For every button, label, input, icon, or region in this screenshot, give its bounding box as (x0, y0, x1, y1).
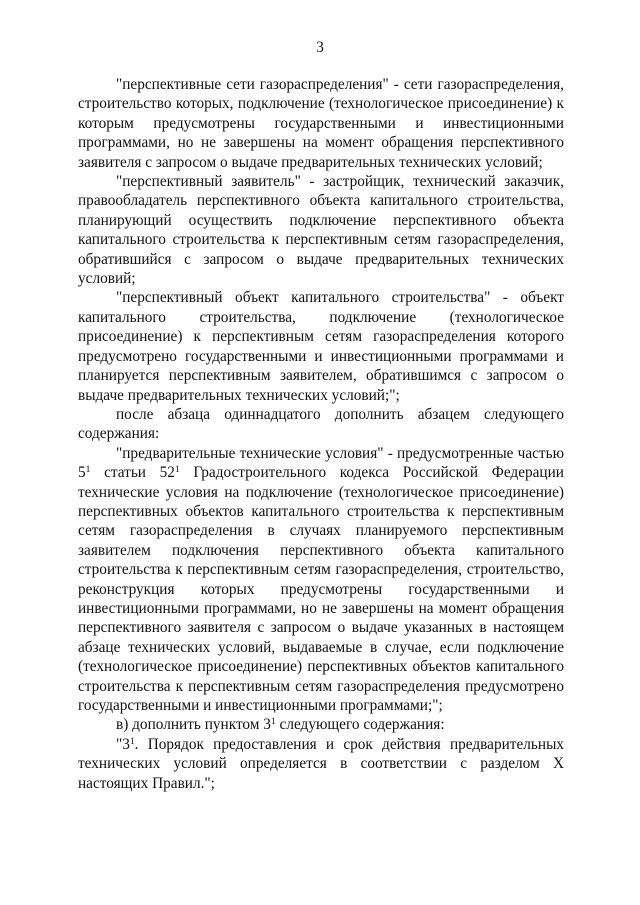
paragraph-text: Градостроительного кодекса Российской Федерации технические условия на подключение (технологическое присоединение) перспективных объектов капитального строительства к перспективным сетям газораспределения в случаях планируемого перспективным заявителем подключения перспективного объекта капитального строительства к перспективным сетям газораспределения, строительство, реконструкция которых предусмотрены государственными и инвестиционными программами, но не завершены на момент обращения перспективного заявителя с запросом о выдаче указанных в настоящем абзаце технических условий, выдаваемые в случае, если подключение (технологическое присоединение) перспективных объектов капитального строительства к перспективным сетям газораспределения предусмотрено государственными и инвестиционными программами;"; (78, 464, 564, 714)
paragraph-text: статьи 52 (90, 464, 175, 482)
paragraph-text: "перспективный объект капитального строительства" - объект капитального строительства, подключение (технологическое присоединение) к перспективным сетям газораспределения которого предусмотрено государственными и инвестиционными программами и планируется перспективным заявителем, обратившимся с запросом о выдаче предварительных технических условий;"; (78, 289, 564, 404)
paragraph-text: после абзаца одиннадцатого дополнить абзацем следующего содержания: (78, 405, 564, 443)
paragraph-text: . Порядок предоставления и срок действия предварительных технических условий определяется в соответствии с разделом X настоящих Правил."; (78, 735, 564, 792)
paragraph-text: "предварительные технические условия" - предусмотренные частью 5 (78, 444, 564, 482)
paragraph-text: следующего содержания: (275, 716, 445, 734)
superscript: 1 (129, 736, 135, 747)
superscript: 1 (270, 717, 276, 728)
page-number: 3 (316, 39, 324, 56)
superscript: 1 (85, 465, 91, 476)
paragraph-perspective-object (78, 288, 564, 404)
paragraph-text: "перспективные сети газораспределения" - сети газораспределения, строительство которых, подключение (технологическое присоединение) к которым предусмотрены государственными и инвестиционными программами, но не завершены на момент обращения перспективного заявителя с запросом о выдаче предварительных технических условий; (78, 76, 564, 171)
paragraph-after-eleventh (78, 405, 564, 444)
paragraph-text: "3 (116, 735, 130, 753)
paragraph-perspective-applicant (78, 172, 564, 288)
paragraph-text: в) дополнить пунктом 3 (116, 716, 271, 734)
paragraph-perspective-networks (78, 75, 564, 172)
paragraph-add-clause (78, 715, 564, 734)
paragraph-clause-3-1 (78, 735, 564, 793)
document-body (78, 75, 564, 793)
paragraph-text: "перспективный заявитель" - застройщик, технический заказчик, правообладатель перспективного объекта капитального строительства, планирующий осуществить подключение перспективного объекта капитального строительства к перспективным сетям газораспределения, обратившийся с запросом о выдаче предварительных технических условий; (78, 173, 564, 288)
paragraph-preliminary-conditions (78, 444, 564, 716)
superscript: 1 (174, 465, 180, 476)
